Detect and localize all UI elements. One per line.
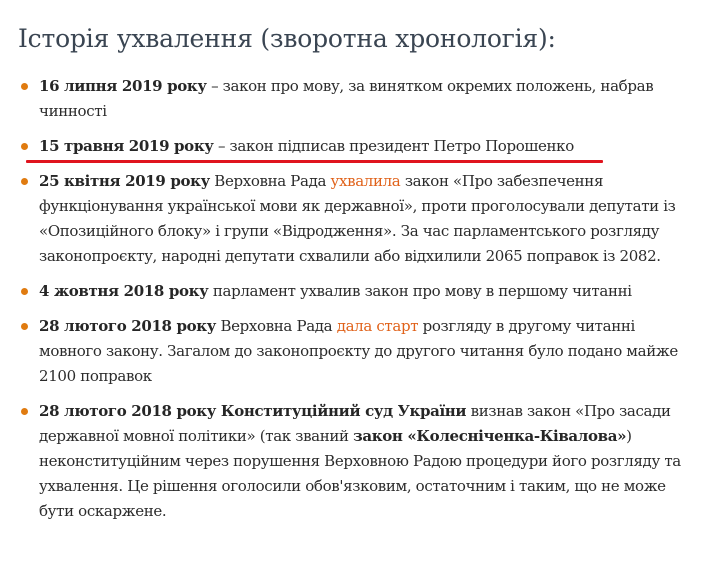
timeline-text: Верховна Рада <box>209 172 331 190</box>
timeline-text: – закон про мову, за винятком окремих положень, набрав чинності <box>39 77 654 120</box>
dala-start-link[interactable]: дала старт <box>336 317 419 335</box>
timeline-date: 28 лютого 2018 року <box>39 317 217 335</box>
article-section <box>18 22 698 534</box>
timeline-item <box>18 399 698 524</box>
section-heading: Історія ухвалення (зворотна хронологія): <box>18 24 556 53</box>
red-underline-annotation <box>26 160 603 163</box>
timeline-item <box>18 279 698 304</box>
constitutional-court-name: Конституційний суд України <box>216 402 467 420</box>
timeline-list <box>18 74 698 524</box>
law-name: закон «Колесніченка-Ківалова» <box>353 427 627 445</box>
timeline-date: 28 лютого 2018 року <box>39 402 217 420</box>
timeline-item <box>18 314 698 389</box>
timeline-text: – закон підписав президент Петро Порошенко <box>213 137 574 155</box>
timeline-text: ) неконституційним через порушення Верховною Радою процедури його розгляду та ухвалення. Це рішення оголосили обов'язковим, остаточним і таким, що не може бути оскаржене. <box>39 427 681 520</box>
timeline-date: 16 липня 2019 року <box>39 77 207 95</box>
timeline-item <box>18 74 698 124</box>
timeline-text: Верховна Рада <box>216 317 337 335</box>
timeline-text: закон «Про забезпечення функціонування української мови як державної», проти проголосували депутати із «Опозиційного блоку» і групи «Відродження». За час парламентського розгляду законопроєкту, народні депутати схвалили або відхилили 2065 поправок із 2082. <box>39 172 676 265</box>
timeline-date: 4 жовтня 2018 року <box>39 282 209 300</box>
timeline-text: визнав закон «Про засади державної мовної політики» (так званий <box>39 402 671 445</box>
timeline-item <box>18 169 698 269</box>
timeline-date: 15 травня 2019 року <box>39 137 214 155</box>
ukhvalyla-link[interactable]: ухвалила <box>330 172 401 190</box>
timeline-item-highlighted <box>18 134 698 159</box>
timeline-text: розгляду в другому читанні мовного закону. Загалом до законопроєкту до другого читання було подано майже 2100 поправок <box>39 317 678 385</box>
timeline-date: 25 квітня 2019 року <box>39 172 210 190</box>
timeline-text: парламент ухвалив закон про мову в першому читанні <box>208 282 632 300</box>
